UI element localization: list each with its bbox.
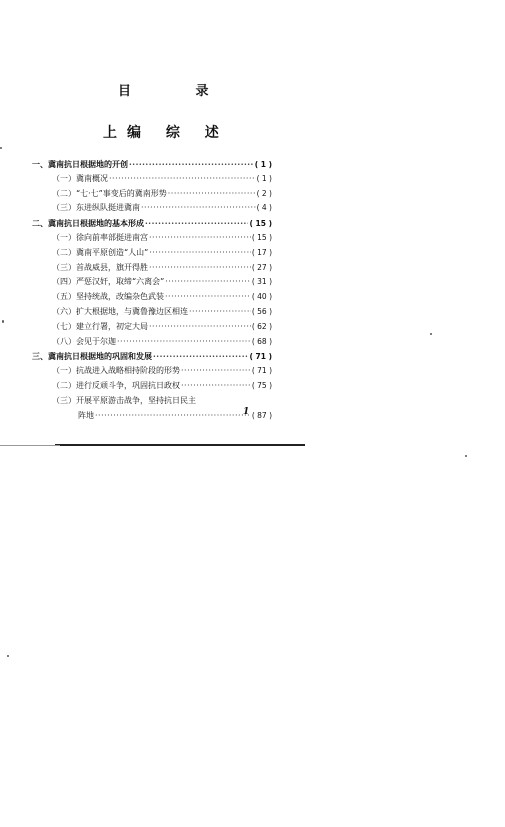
toc-entry [32, 201, 272, 216]
toc-entry-title: 三、冀南抗日根据地的巩固和发展 [32, 351, 152, 362]
toc-entry [32, 320, 272, 335]
toc-entry-page: ( 68 ) [251, 336, 272, 346]
toc-entry [32, 379, 272, 394]
toc-leader-dots [168, 187, 256, 202]
toc-entry-title: （三）首战威县，旗开得胜 [52, 262, 148, 272]
toc-leader-dots [181, 364, 251, 379]
toc-leader-dots [149, 261, 251, 276]
toc-entry-page: ( 71 ) [249, 352, 272, 362]
toc-entry [32, 275, 272, 290]
toc-entry-page: ( 2 ) [256, 188, 272, 198]
toc-leader-dots [165, 275, 251, 290]
toc-entry-page: ( 62 ) [251, 321, 272, 331]
toc-entry-title: （四）严惩汉奸，取缔“六离会” [52, 277, 165, 287]
toc-entry-title: （一）抗战进入战略相持阶段的形势 [52, 366, 180, 376]
toc-entry-page: ( 40 ) [251, 292, 272, 302]
toc-leader-dots [109, 172, 256, 187]
toc-entry [32, 216, 272, 231]
toc-entry-page: ( 71 ) [251, 366, 272, 376]
toc-entry [32, 335, 272, 350]
toc-leader-dots [117, 335, 251, 350]
toc-entry-page: ( 1 ) [256, 173, 272, 183]
toc-entry-title: （七）建立行署，初定大局 [52, 321, 148, 331]
toc-entry-page: ( 17 ) [251, 247, 272, 257]
bottom-rule-tail [0, 445, 60, 446]
toc-entry-title: （二）进行反顽斗争，巩固抗日政权 [52, 380, 180, 390]
toc-leader-dots [95, 409, 251, 424]
toc-leader-dots [149, 246, 251, 261]
toc-entry [32, 290, 272, 305]
toc-entry [32, 394, 272, 409]
toc-leader-dots [153, 349, 248, 364]
toc-entry [32, 246, 272, 261]
toc-entry-title: （五）坚持统战，改编杂色武装 [52, 292, 164, 302]
scan-speck [465, 455, 467, 457]
page-title: 目 录 [118, 84, 239, 99]
toc-entry [32, 364, 272, 379]
toc-entry-title: （八）会见于尔迦 [52, 336, 116, 346]
toc-entry-title: （一）冀南概况 [52, 173, 108, 183]
toc-entry-title: 阵地 [78, 410, 94, 420]
toc-leader-dots [145, 216, 248, 231]
toc-entry-title: （二）“七·七”事变后的冀南形势 [52, 188, 167, 198]
toc-entry-title: （三）东进纵队挺进冀南 [52, 203, 140, 213]
toc-entry-page: ( 87 ) [251, 410, 272, 420]
scan-speck [430, 333, 432, 335]
toc-entry [32, 349, 272, 364]
scan-speck [2, 320, 4, 323]
toc-entry [32, 157, 272, 172]
bottom-rule [55, 444, 305, 446]
toc-entry-page: ( 15 ) [251, 232, 272, 242]
toc-leader-dots [181, 379, 251, 394]
scan-speck [0, 147, 2, 149]
toc-entry-title: （三）开展平原游击战争，坚持抗日民主 [52, 395, 196, 405]
toc-entry-title: （一）徐向前率部挺进南宫 [52, 232, 148, 242]
section-subtitle: 上编 综 述 [103, 125, 229, 141]
toc-entry [32, 261, 272, 276]
toc-entry-title: 一、冀南抗日根据地的开创 [32, 159, 128, 169]
toc-entry [32, 172, 272, 187]
toc-entry-title: 二、冀南抗日根据地的基本形成 [32, 218, 144, 229]
toc-entry-page: ( 31 ) [251, 277, 272, 287]
page-number: 1 [243, 407, 250, 417]
toc-entry [32, 231, 272, 246]
toc-leader-dots [149, 231, 251, 246]
toc-entry-page: ( 27 ) [251, 262, 272, 272]
toc-entry-title: （六）扩大根据地，与冀鲁豫边区相连 [52, 306, 188, 316]
toc-entry-title: （二）冀南平原创造“人山” [52, 247, 149, 257]
toc-entry-page: ( 15 ) [249, 219, 272, 229]
toc-entry [32, 187, 272, 202]
toc-leader-dots [141, 201, 256, 216]
scan-speck [7, 655, 9, 657]
toc-leader-dots [129, 157, 254, 172]
toc-entry-page: ( 4 ) [256, 203, 272, 213]
table-of-contents [32, 157, 272, 423]
toc-leader-dots [165, 290, 251, 305]
toc-entry [32, 305, 272, 320]
toc-entry-page: ( 75 ) [251, 380, 272, 390]
toc-entry-page: ( 56 ) [251, 306, 272, 316]
toc-leader-dots [189, 305, 251, 320]
toc-entry [32, 409, 272, 424]
toc-entry-page: ( 1 ) [254, 160, 272, 169]
toc-leader-dots [149, 320, 251, 335]
